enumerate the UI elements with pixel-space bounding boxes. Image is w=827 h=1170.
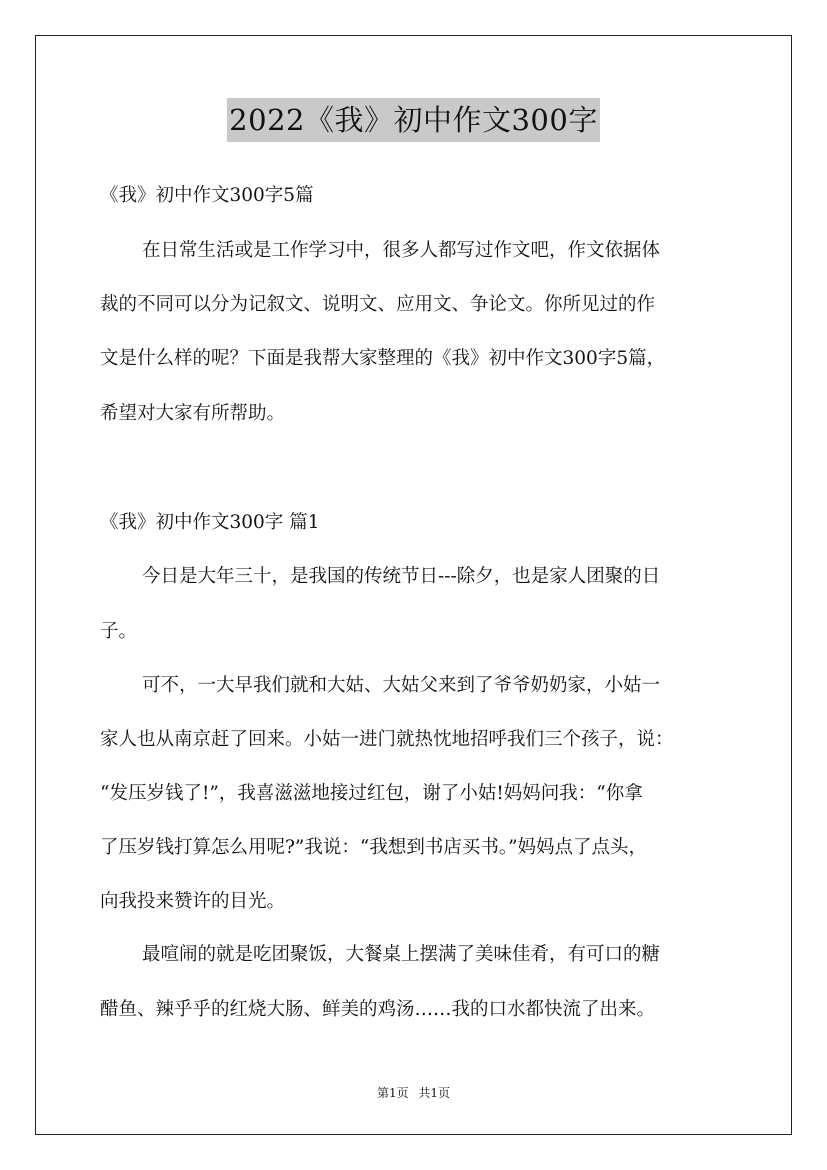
- paragraph-line: 家人也从南京赶了回来。小姑一进门就热忱地招呼我们三个孩子，说：: [100, 729, 674, 750]
- paragraph-line: 了压岁钱打算怎么用呢?”我说：“我想到书店买书。”妈妈点了点头，: [100, 837, 648, 858]
- document-title: 2022《我》初中作文300字: [227, 98, 600, 142]
- paragraph-line: 今日是大年三十，是我国的传统节日---除夕，也是家人团聚的日: [142, 566, 661, 587]
- paragraph-line: 醋鱼、辣乎乎的红烧大肠、鲜美的鸡汤……我的口水都快流了出来。: [100, 999, 656, 1020]
- section-heading: 《我》初中作文300字 篇1: [100, 512, 320, 533]
- paragraph-line: 向我投来赞许的目光。: [100, 891, 286, 912]
- document-subtitle: 《我》初中作文300字5篇: [100, 185, 314, 206]
- page-number: 第1页: [376, 1086, 409, 1100]
- paragraph-line: 可不，一大早我们就和大姑、大姑父来到了爷爷奶奶家，小姑一: [142, 675, 661, 696]
- intro-line: 文是什么样的呢？下面是我帮大家整理的《我》初中作文300字5篇，: [100, 348, 666, 369]
- page-total: 共1页: [418, 1086, 451, 1100]
- paragraph-line: “发压岁钱了!”，我喜滋滋地接过红包，谢了小姑!妈妈问我：“你拿: [100, 783, 643, 804]
- paragraph-line: 子。: [100, 621, 138, 642]
- title-container: [0, 98, 827, 142]
- intro-line: 希望对大家有所帮助。: [100, 403, 286, 424]
- intro-line: 在日常生活或是工作学习中，很多人都写过作文吧，作文依据体: [142, 240, 661, 261]
- page-footer: [0, 1084, 827, 1101]
- intro-line: 裁的不同可以分为记叙文、说明文、应用文、争论文。你所见过的作: [100, 294, 656, 315]
- paragraph-line: 最喧闹的就是吃团聚饭，大餐桌上摆满了美味佳肴，有可口的糖: [142, 944, 661, 965]
